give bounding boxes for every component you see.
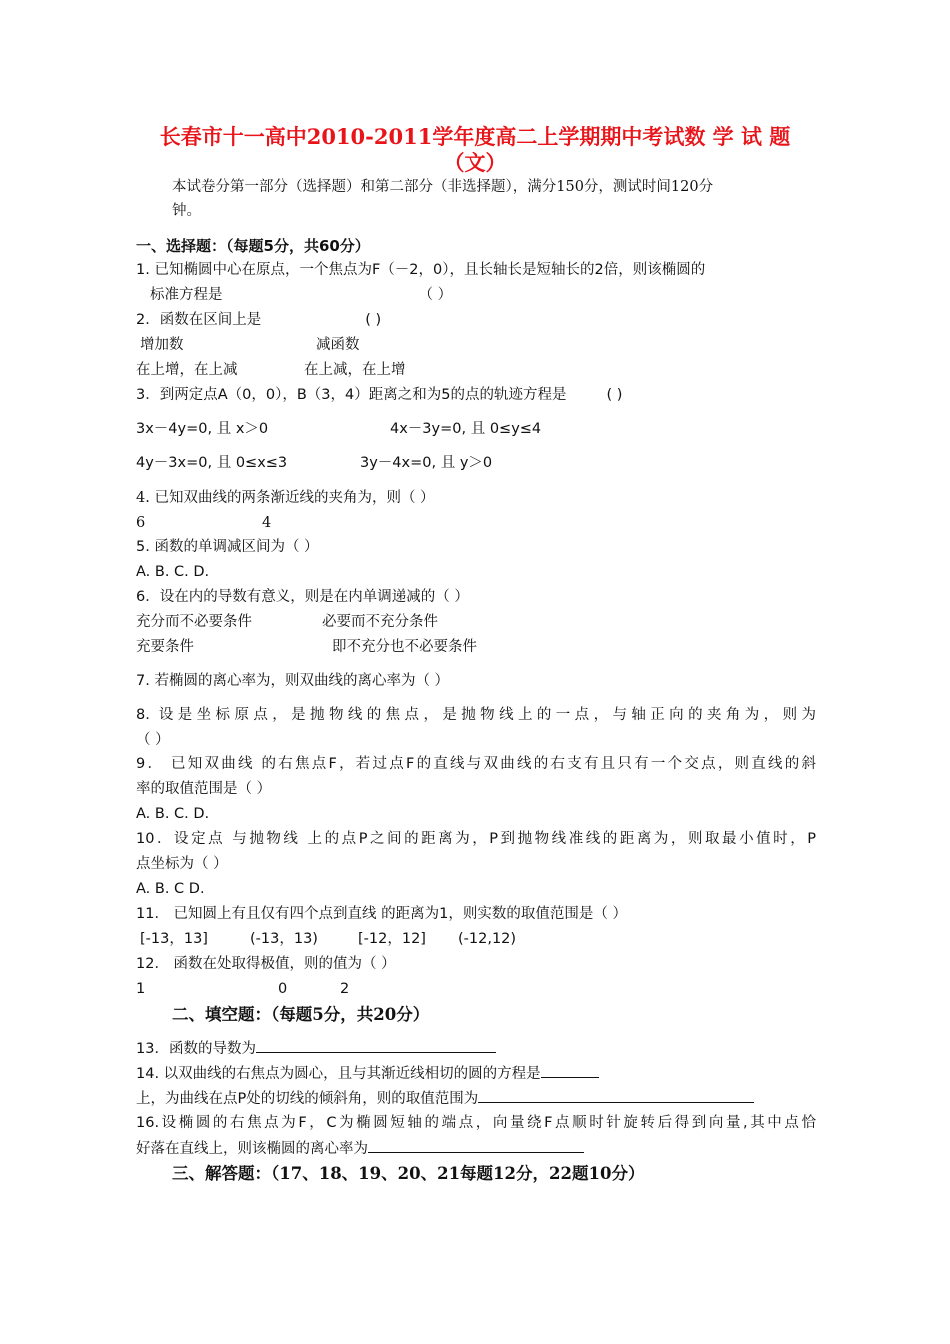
question-2-stem — [136, 309, 381, 331]
question-3-option-b: 4x－3y=0, 且 0≤y≤4 — [390, 421, 542, 437]
question-9-options: A. B. C. D. — [136, 806, 210, 822]
question-2-text: 2．函数在区间上是 — [136, 312, 262, 328]
question-3-option-c: 4y－3x=0, 且 0≤x≤3 — [136, 455, 288, 471]
question-5-options: A. B. C. D. — [136, 564, 210, 580]
question-9-line1: 9． 已知双曲线 的右焦点F，若过点F的直线与双曲线的右支有且只有一个交点，则直线的斜 — [136, 756, 816, 772]
intro-line1: 本试卷分第一部分（选择题）和第二部分（非选择题），满分150分，测试时间120分 — [172, 179, 714, 195]
question-5-stem: 5. 函数的单调减区间为（ ） — [136, 539, 319, 555]
question-11-option-b: (-13，13) — [250, 931, 318, 947]
question-6-option-b: 必要而不充分条件 — [322, 614, 438, 630]
question-10-line1: 10．设定点 与抛物线 上的点P之间的距离为，P到抛物线准线的距离为，则取最小值时，P — [136, 831, 816, 847]
question-1-line2 — [150, 284, 452, 306]
exam-title-line2: （文） — [443, 150, 507, 175]
question-15-text: 上，为曲线在点P处的切线的倾斜角，则的取值范围为 — [136, 1091, 479, 1107]
answer-blank-16[interactable] — [368, 1137, 584, 1153]
question-12-option-a: 1 — [136, 981, 146, 997]
intro-line2: 钟。 — [172, 203, 201, 219]
question-15 — [136, 1087, 754, 1110]
section-heading-choice: 一、选择题：（每题5分，共60分） — [136, 237, 370, 255]
question-3-stem — [136, 384, 622, 406]
section-heading-solve: 三、解答题：（17、18、19、20、21每题12分，22题10分） — [172, 1164, 645, 1183]
question-12-option-c: 2 — [340, 981, 350, 997]
question-3-answer-paren: ( ) — [606, 387, 623, 403]
question-8-line2: （ ） — [136, 732, 170, 748]
question-9-line2: 率的取值范围是（ ） — [136, 781, 272, 797]
answer-blank-14[interactable] — [541, 1062, 599, 1078]
question-2-option-c: 在上增，在上减 — [136, 362, 238, 378]
question-11-option-a: [-13，13] — [140, 931, 208, 947]
question-6-option-c: 充要条件 — [136, 639, 194, 655]
question-2-option-a: 增加数 — [140, 337, 184, 353]
question-13 — [136, 1037, 496, 1060]
question-16-line2 — [136, 1137, 584, 1160]
question-12-option-b: 0 — [278, 981, 288, 997]
question-1-line1: 1. 已知椭圆中心在原点，一个焦点为F（－2，0），且长轴长是短轴长的2倍，则该椭圆的 — [136, 262, 706, 278]
question-1-stem-end: 标准方程是 — [150, 287, 223, 303]
question-3-text: 3．到两定点A（0，0），B（3，4）距离之和为5的点的轨迹方程是 — [136, 387, 567, 403]
question-4-option-b: 4 — [262, 515, 272, 531]
exam-title-line1: 长春市十一高中2010-2011学年度高二上学期期中考试数 学 试 题 — [159, 124, 791, 149]
question-14 — [136, 1062, 599, 1085]
question-6-option-d: 即不充分也不必要条件 — [332, 639, 477, 655]
question-7-stem: 7. 若椭圆的离心率为，则双曲线的离心率为（ ） — [136, 673, 450, 689]
answer-blank-15[interactable] — [478, 1087, 754, 1103]
question-3-option-d: 3y－4x=0, 且 y＞0 — [360, 455, 493, 471]
question-4-option-a: 6 — [136, 515, 146, 531]
question-10-options: A. B. C D. — [136, 881, 205, 897]
question-1-answer-paren: （ ） — [418, 287, 453, 303]
question-8-line1: 8. 设是坐标原点，是抛物线的焦点，是抛物线上的一点，与轴正向的夹角为，则为 — [136, 707, 816, 723]
answer-blank-13[interactable] — [256, 1037, 496, 1053]
question-2-option-b: 减函数 — [316, 337, 360, 353]
question-6-option-a: 充分而不必要条件 — [136, 614, 252, 630]
question-4-stem: 4. 已知双曲线的两条渐近线的夹角为，则（ ） — [136, 490, 435, 506]
question-16-text: 好落在直线上，则该椭圆的离心率为 — [136, 1141, 368, 1157]
question-13-text: 13．函数的导数为 — [136, 1041, 256, 1057]
question-11-stem: 11． 已知圆上有且仅有四个点到直线 的距离为1，则实数的取值范围是（ ） — [136, 906, 628, 922]
question-16-line1: 16.设椭圆的右焦点为F，C为椭圆短轴的端点，向量绕F点顺时针旋转后得到向量,其中点恰 — [136, 1115, 816, 1131]
question-2-answer-paren: ( ) — [365, 312, 382, 328]
section-heading-fill: 二、填空题：（每题5分，共20分） — [172, 1005, 430, 1024]
question-10-line2: 点坐标为（ ） — [136, 856, 228, 872]
question-12-stem: 12． 函数在处取得极值，则的值为（ ） — [136, 956, 396, 972]
question-6-stem: 6．设在内的导数有意义，则是在内单调递减的（ ） — [136, 589, 469, 605]
question-14-text: 14. 以双曲线的右焦点为圆心，且与其渐近线相切的圆的方程是 — [136, 1066, 541, 1082]
question-11-option-c: [-12，12] — [358, 931, 426, 947]
question-3-option-a: 3x－4y=0, 且 x＞0 — [136, 421, 269, 437]
question-11-option-d: (-12,12) — [458, 931, 517, 947]
question-2-option-d: 在上减，在上增 — [304, 362, 406, 378]
